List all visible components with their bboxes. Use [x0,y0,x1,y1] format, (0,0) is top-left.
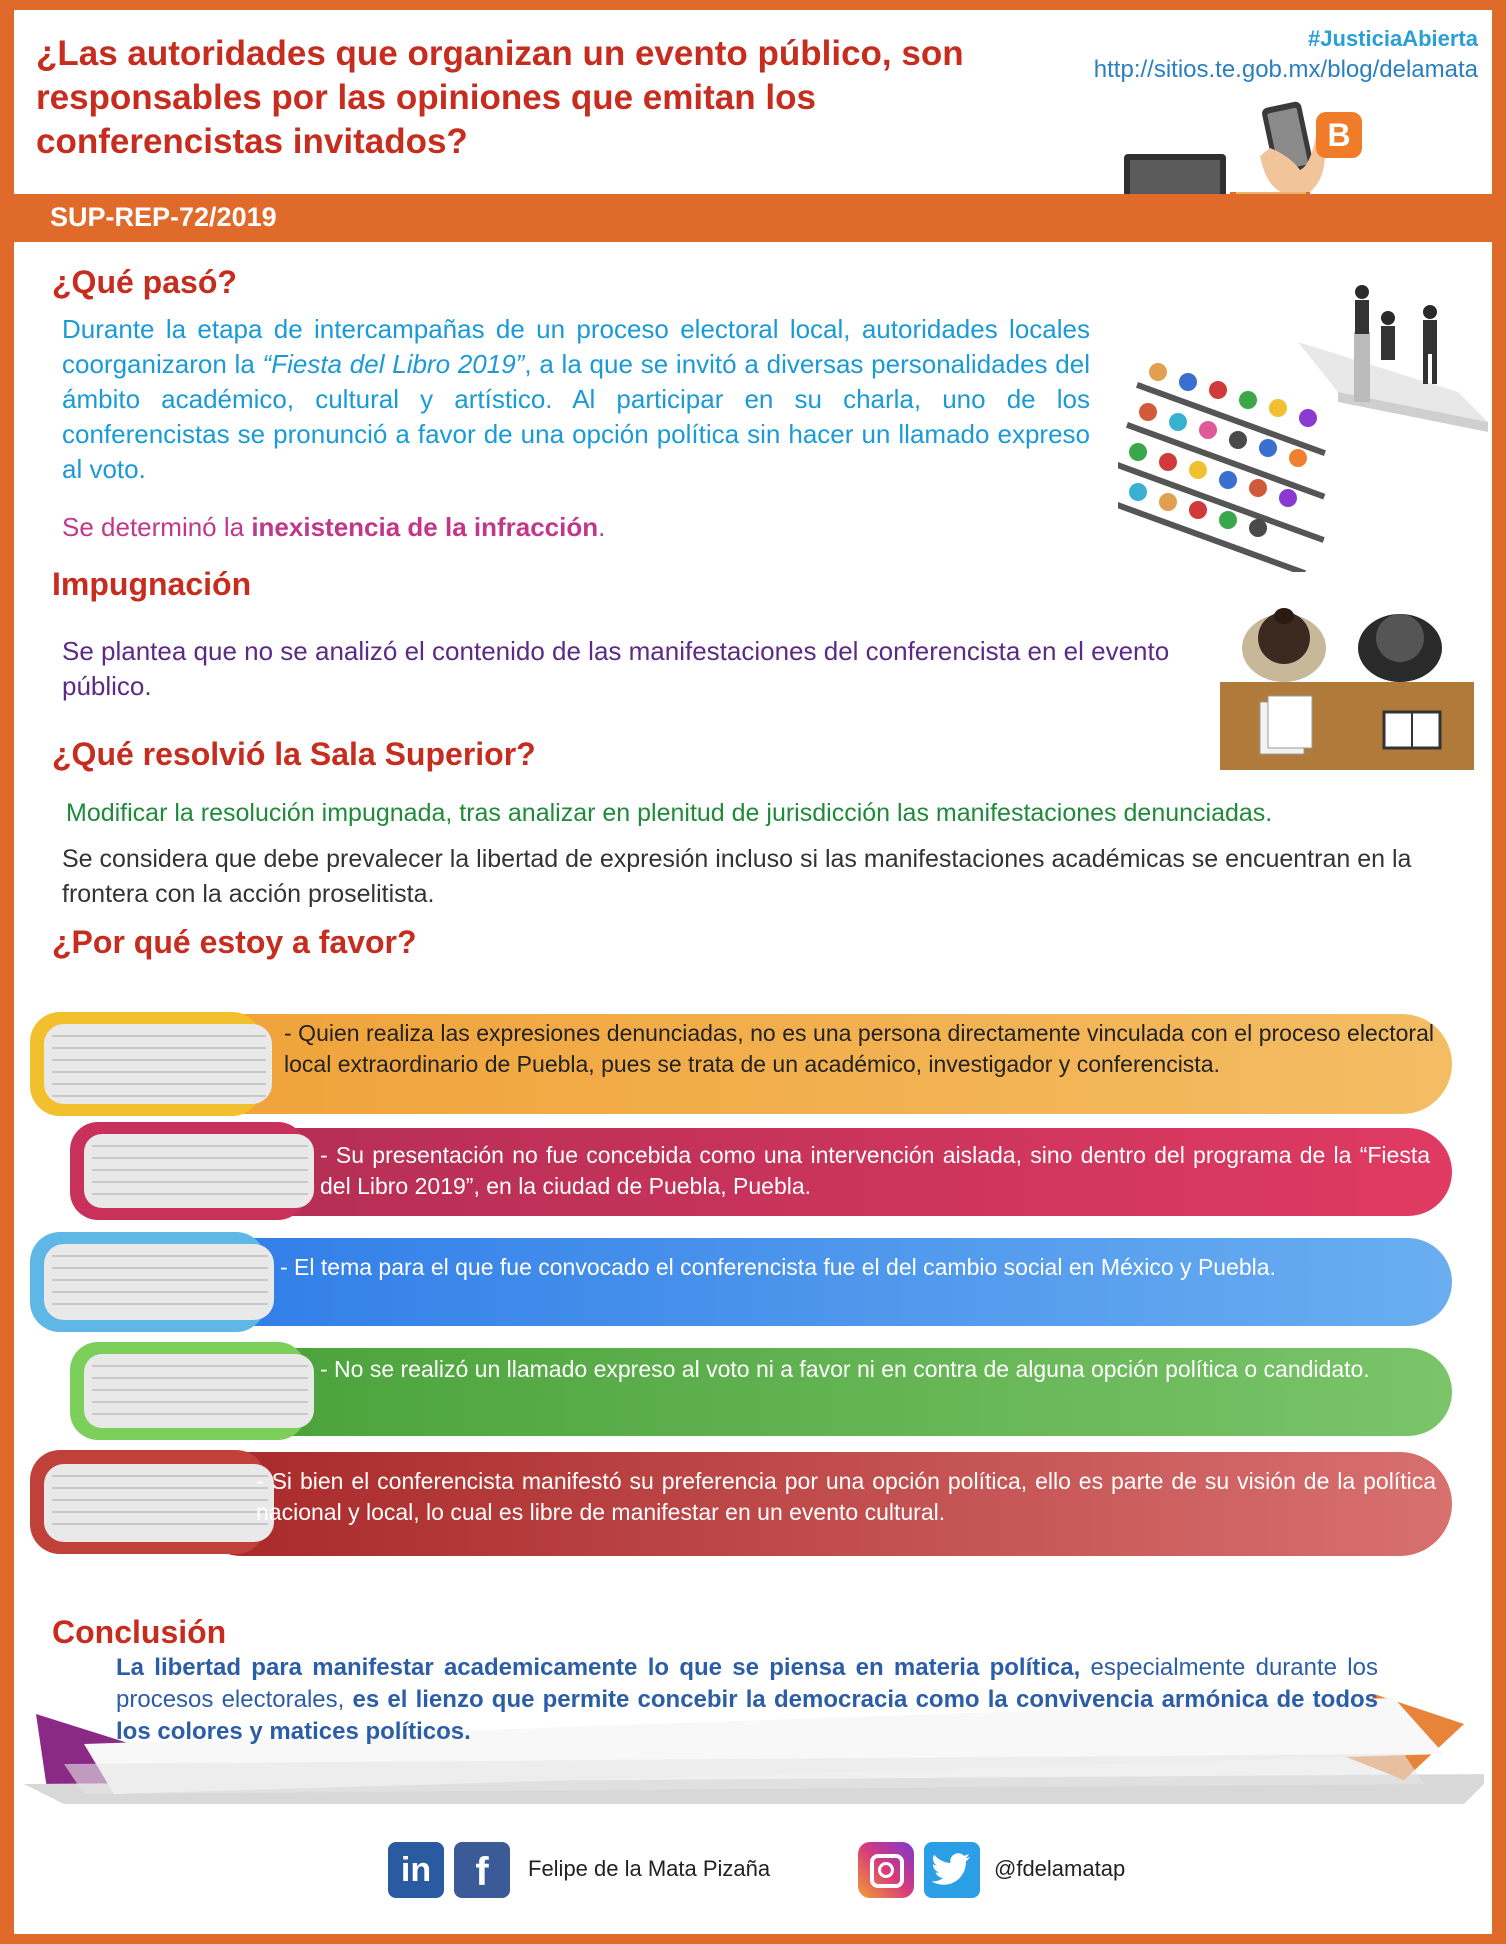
book-reason-4 [70,1340,1456,1442]
reason-1-text: - Quien realiza las expresiones denunciadas, no es una persona directamente vinculada con el proceso electoral local extraordinario de Puebla, pues se trata de un académico, investigador y conferencista. [284,1020,1434,1077]
determination-text-a: Se determinó la [62,512,252,542]
que-paso-text [62,312,1090,487]
frame-bottom [0,1934,1506,1944]
blog-url-link[interactable]: http://sitios.te.gob.mx/blog/delamata [1093,56,1478,83]
section-heading-resolvio: ¿Qué resolvió la Sala Superior? [52,736,536,772]
resolvio-decision-text: Modificar la resolución impugnada, tras analizar en plenitud de jurisdicción las manifestaciones denunciadas. [66,799,1273,827]
reason-2-text: - Su presentación no fue concebida como una intervención aislada, sino dentro del programa de la “Fiesta del Libro 2019”, en la ciudad de Puebla, Puebla. [320,1142,1430,1199]
determination-text [62,510,1062,545]
case-number-bar [14,194,1492,242]
book-reason-3 [30,1230,1456,1334]
twitter-icon[interactable] [924,1842,980,1898]
social-handle: @fdelamatap [994,1856,1126,1881]
que-paso-text-a: Durante la etapa de intercampañas de un proceso electoral local, autoridades locales coorganizaron la [62,314,1090,379]
conclusion-text [116,1652,1378,1748]
determination-text-b: . [598,512,606,542]
conclusion-bold-1: La libertad para manifestar academicamente lo que se piensa en materia política, [116,1654,1081,1681]
case-number: SUP-REP-72/2019 [50,202,277,232]
impugnacion-text: Se plantea que no se analizó el contenido de las manifestaciones del conferencista en el evento público. [62,636,1170,701]
conclusion-normal: especialmente durante los procesos electorales, [116,1654,1378,1713]
determination-bold: inexistencia de la infracción [251,512,599,542]
facebook-icon[interactable]: f [454,1842,510,1898]
people-reading-desk-illustration [1220,600,1474,770]
section-heading-favor: ¿Por qué estoy a favor? [52,924,417,960]
svg-text:B: B [1327,117,1351,153]
conclusion-bold-2: es el lienzo que permite concebir la democracia como la convivencia armónica de todos los colores y matices políticos. [116,1686,1378,1745]
book-reason-1 [30,1008,1456,1120]
reason-3-text: - El tema para el que fue convocado el conferencista fue el del cambio social en México y Puebla. [280,1254,1276,1280]
section-heading-que-paso: ¿Qué pasó? [52,264,237,300]
section-heading-impugnacion: Impugnación [52,566,252,602]
conference-audience-illustration [1118,272,1490,572]
frame-right [1492,0,1506,1944]
fiesta-del-libro-italic: “Fiesta del Libro 2019” [262,349,525,379]
que-paso-text-b: , a la que se invitó a diversas personalidades del ámbito académico, cultural y artístico. Al participar en su charla, uno de los conferencistas se pronunció a favor de una opción política sin hacer un llamado expreso al voto. [62,349,1090,484]
frame-left [0,0,14,1944]
book-reason-2 [70,1120,1456,1222]
frame-top [0,0,1506,10]
reason-4-text: - No se realizó un llamado expreso al voto ni a favor ni en contra de alguna opción política o candidato. [320,1356,1370,1382]
author-name: Felipe de la Mata Pizaña [528,1856,771,1881]
hashtag[interactable]: #JusticiaAbierta [1308,26,1478,51]
linkedin-icon[interactable]: in [388,1842,444,1898]
instagram-icon[interactable] [858,1842,914,1898]
book-reason-5 [30,1448,1456,1558]
page-title: ¿Las autoridades que organizan un evento público, son responsables por las opiniones que emitan los conferencistas invitados? [36,34,964,161]
resolvio-consideration-text: Se considera que debe prevalecer la libertad de expresión incluso si las manifestaciones académicas se encuentran en la frontera con la acción proselitista. [62,845,1412,908]
section-heading-conclusion: Conclusión [52,1614,227,1650]
reason-5-text: - Si bien el conferencista manifestó su preferencia por una opción política, ello es parte de su visión de la política nacional y local, lo cual es libre de manifestar en un evento cultural. [256,1468,1436,1525]
